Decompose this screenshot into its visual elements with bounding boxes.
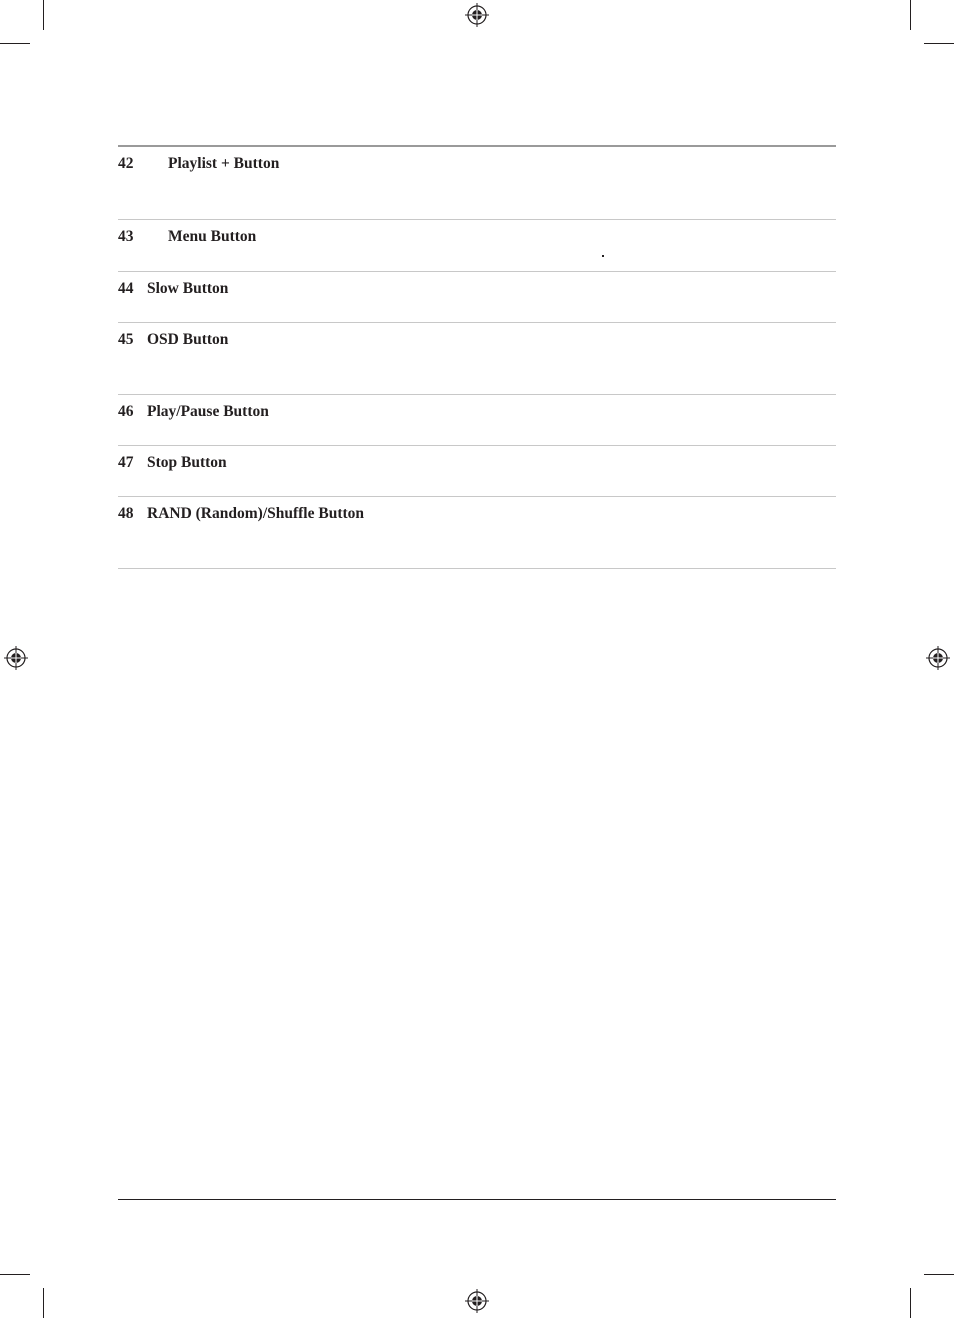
crop-mark-bottom-left-horizontal <box>0 1274 30 1275</box>
crop-mark-bottom-right-horizontal <box>924 1274 954 1275</box>
row-label: OSD Button <box>147 331 229 348</box>
registration-mark-icon <box>465 1289 489 1313</box>
footer-rule <box>118 1199 836 1200</box>
row-number: 47 <box>118 454 134 471</box>
stray-dot <box>602 255 604 257</box>
row-label: Menu Button <box>168 228 257 245</box>
table-row <box>118 497 836 569</box>
row-number: 44 <box>118 280 134 297</box>
row-label: Slow Button <box>147 280 229 297</box>
crop-mark-top-left-horizontal <box>0 43 30 44</box>
crop-mark-bottom-left-vertical <box>43 1288 44 1318</box>
row-number: 46 <box>118 403 134 420</box>
row-number: 45 <box>118 331 134 348</box>
row-label: RAND (Random)/Shuffle Button <box>147 505 365 522</box>
row-label: Play/Pause Button <box>147 403 269 420</box>
table-row <box>118 220 836 272</box>
row-number: 43 <box>118 228 134 245</box>
button-reference-table <box>118 145 836 569</box>
crop-mark-bottom-right-vertical <box>910 1288 911 1318</box>
row-number: 48 <box>118 505 134 522</box>
row-label: Stop Button <box>147 454 227 471</box>
registration-mark-icon <box>465 3 489 27</box>
table-row <box>118 323 836 395</box>
registration-mark-icon <box>926 646 950 670</box>
row-label: Playlist + Button <box>168 155 280 172</box>
table-row <box>118 147 836 220</box>
row-number: 42 <box>118 155 134 172</box>
crop-mark-top-right-vertical <box>910 0 911 30</box>
table-row <box>118 446 836 497</box>
table-row <box>118 272 836 323</box>
crop-mark-top-left-vertical <box>43 0 44 30</box>
registration-mark-icon <box>4 646 28 670</box>
crop-mark-top-right-horizontal <box>924 43 954 44</box>
table-row <box>118 395 836 446</box>
